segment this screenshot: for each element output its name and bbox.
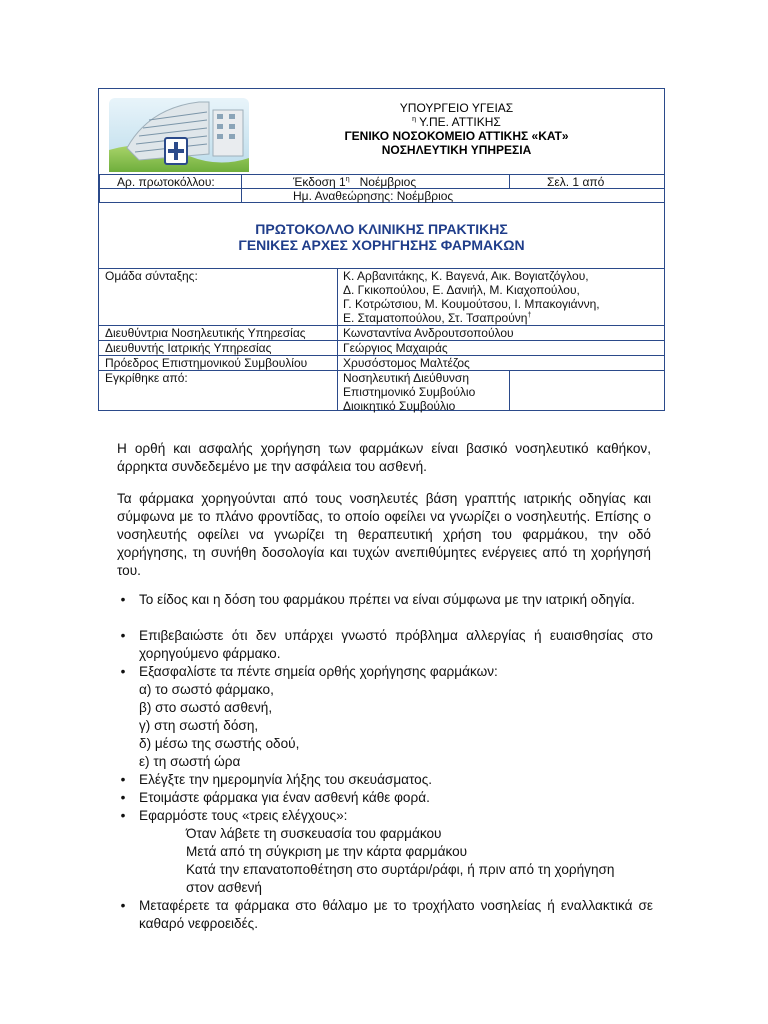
- right-item: ε) τη σωστή ώρα: [139, 754, 241, 769]
- team-label: Ομάδα σύνταξης:: [105, 269, 198, 283]
- title-line-1: ΠΡΩΤΟΚΟΛΛΟ ΚΛΙΝΙΚΗΣ ΠΡΑΚΤΙΚΗΣ: [255, 221, 508, 237]
- header-block: [249, 101, 664, 157]
- list-item: [117, 789, 653, 807]
- team-line: Κ. Αρβανιτάκης, Κ. Βαγενά, Αικ. Βογιατζόγλου,: [343, 269, 589, 283]
- list-item-text: Επιβεβαιώστε ότι δεν υπάρχει γνωστό πρόβλημα αλλεργίας ή ευαισθησίας στο χορηγούμενο φάρμακο.: [139, 628, 653, 661]
- list-item-text: Ελέγξτε την ημερομηνία λήξης του σκευάσματος.: [139, 772, 433, 787]
- bullet-marker: •: [120, 592, 126, 607]
- nurse-paragraph: Τα φάρμακα χορηγούνται από τους νοσηλευτές βάση γραπτής ιατρικής οδηγίας και σύμφωνα με το πλάνο φροντίδας, το οποίο οφείλει να γνωρίζει ο νοσηλευτής. Επίσης ο νοσηλευτής οφείλει να γνωρίζει τη θεραπευτική χρήση του φαρμάκου, την οδό χορήγησης, τη συνήθη δοσολογία και τυχών ανεπιθύμητες ενέργειες από τη χορήγησή του.: [117, 491, 651, 578]
- divider: [509, 370, 510, 410]
- approval-item: Νοσηλευτική Διεύθυνση: [343, 371, 469, 385]
- approval-label: Εγκρίθηκε από:: [105, 371, 188, 385]
- list-item: [117, 591, 653, 609]
- team-line: Γ. Κοτρώτσιου, Μ. Κουμούτσου, Ι. Μπακογιάννη,: [343, 297, 600, 311]
- bullet-marker: •: [120, 790, 126, 805]
- list-item: [117, 807, 653, 825]
- role-value: Χρυσόστομος Μαλτέζος: [343, 356, 470, 370]
- divider: [337, 268, 338, 410]
- right-item: γ) στη σωστή δόση,: [139, 718, 259, 733]
- list-item: [117, 627, 653, 663]
- role-value: Κωνσταντίνα Ανδρουτσοπούλου: [343, 326, 514, 340]
- list-item: [117, 771, 653, 789]
- role-label: Πρόεδρος Επιστημονικού Συμβουλίου: [105, 356, 308, 370]
- ministry-name: ΥΠΟΥΡΓΕΙΟ ΥΓΕΙΑΣ: [399, 101, 514, 115]
- list-item: [117, 897, 653, 933]
- header-table: [98, 88, 665, 411]
- list-item: [117, 663, 653, 681]
- region-prefix: η: [412, 116, 417, 123]
- hospital-name: ΓΕΝΙΚΟ ΝΟΣΟΚΟΜΕΙΟ ΑΤΤΙΚΗΣ «ΚΑΤ»: [344, 129, 569, 143]
- bullet-marker: •: [120, 808, 126, 823]
- region-text: Υ.ΠΕ. ΑΤΤΙΚΗΣ: [419, 115, 501, 129]
- title-line-2: ΓΕΝΙΚΕΣ ΑΡΧΕΣ ΧΟΡΗΓΗΣΗΣ ΦΑΡΜΑΚΩΝ: [238, 237, 525, 253]
- team-members: [343, 269, 600, 325]
- list-item-text: Εξασφαλίστε τα πέντε σημεία ορθής χορήγησης φαρμάκων:: [139, 664, 498, 679]
- bullet-marker: •: [120, 664, 126, 679]
- approval-item: Επιστημονικό Συμβούλιο: [343, 385, 476, 399]
- hospital-logo: [109, 98, 249, 172]
- list-item-text: Εφαρμόστε τους «τρεις ελέγχους»:: [139, 808, 348, 823]
- approval-item: Διοικητικό Συμβούλιο: [343, 399, 456, 413]
- check-item: Μετά από τη σύγκριση με την κάρτα φαρμάκου: [186, 844, 468, 859]
- bullet-marker: •: [120, 898, 126, 913]
- team-line: Δ. Γκικοπούλου, Ε. Δανιήλ, Μ. Κιαχοπούλου,: [343, 283, 580, 297]
- document-title: [99, 221, 664, 253]
- bullet-marker: •: [120, 772, 126, 787]
- role-value: Γεώργιος Μαχαιράς: [343, 341, 448, 355]
- revision-date: Ημ. Αναθεώρησης: Νοέμβριος: [293, 189, 454, 203]
- check-item: Όταν λάβετε τη συσκευασία του φαρμάκου: [186, 826, 442, 841]
- right-item: α) το σωστό φάρμακο,: [139, 682, 274, 697]
- right-item: δ) μέσω της σωστής οδού,: [139, 736, 300, 751]
- list-item-text: Το είδος και η δόση του φαρμάκου πρέπει να είναι σύμφωνα με την ιατρική οδηγία.: [139, 592, 635, 607]
- region-name: [249, 115, 664, 129]
- edition-sup: η: [345, 176, 350, 183]
- check-item: Κατά την επανατοποθέτηση στο συρτάρι/ράφι, ή πριν από τη χορήγηση: [186, 862, 615, 877]
- protocol-label: Αρ. πρωτοκόλλου:: [117, 175, 215, 189]
- dagger-mark: †: [527, 312, 532, 319]
- bullet-marker: •: [120, 628, 126, 643]
- team-line: [343, 311, 600, 325]
- check-item: στον ασθενή: [186, 880, 262, 895]
- edition-label: Έκδοση 1: [293, 175, 346, 189]
- right-item: β) στο σωστό ασθενή,: [139, 700, 273, 715]
- role-label: Διευθύντρια Νοσηλευτικής Υπηρεσίας: [105, 326, 306, 340]
- page-number: Σελ. 1 από: [547, 175, 605, 189]
- role-label: Διευθυντής Ιατρικής Υπηρεσίας: [105, 341, 272, 355]
- service-name: ΝΟΣΗΛΕΥΤΙΚΗ ΥΠΗΡΕΣΙΑ: [381, 143, 532, 157]
- edition-info: [293, 175, 416, 189]
- divider: [241, 174, 242, 202]
- approval-list: [343, 371, 475, 413]
- list-item-text: Ετοιμάστε φάρμακα για έναν ασθενή κάθε φορά.: [139, 790, 430, 805]
- intro-paragraph: Η ορθή και ασφαλής χορήγηση των φαρμάκων είναι βασικό νοσηλευτικό καθήκον, άρρηκτα συνδεδεμένο με την ασφάλεια του ασθενή.: [117, 441, 651, 474]
- divider: [509, 174, 510, 188]
- edition-month: Νοέμβριος: [359, 175, 417, 189]
- team-line-text: Ε. Σταματοπούλου, Στ. Τσαπρούνη: [343, 311, 528, 325]
- list-item-text: Μεταφέρετε τα φάρμακα στο θάλαμο με το τροχήλατο νοσηλείας ή εναλλακτικά σε καθαρό νεφροειδές.: [139, 898, 653, 931]
